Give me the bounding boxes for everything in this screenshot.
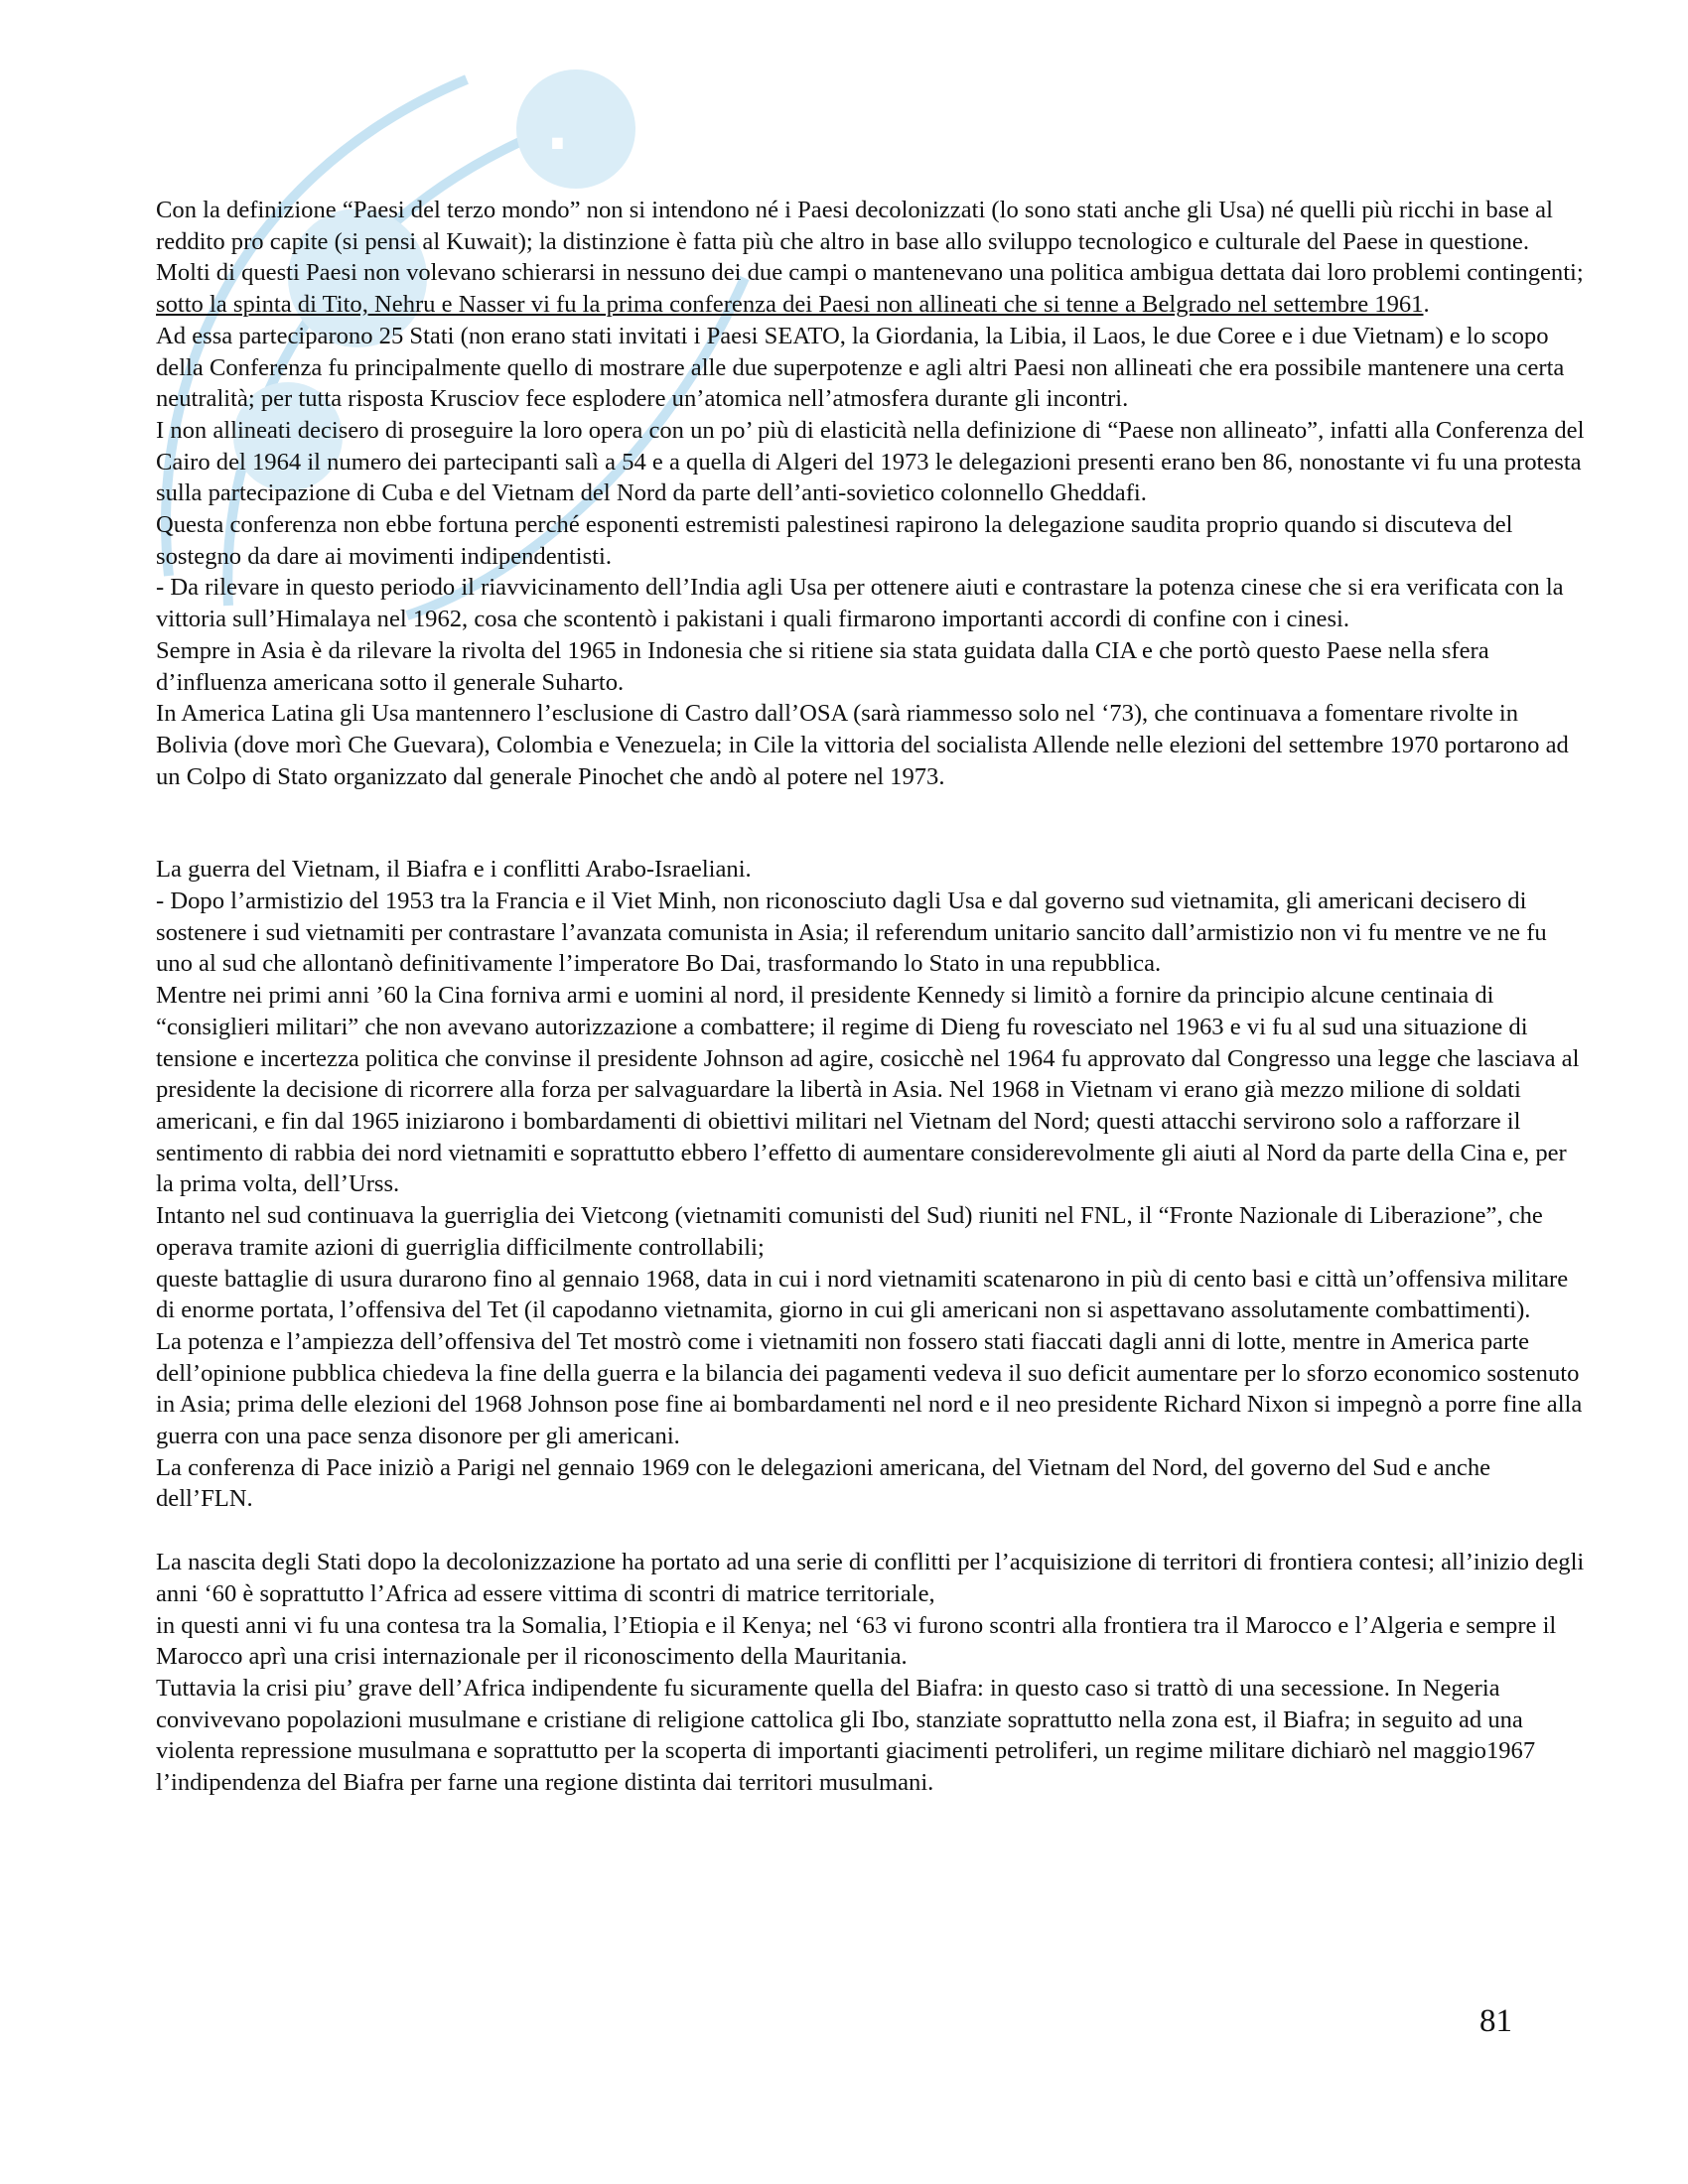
paragraph: - Dopo l’armistizio del 1953 tra la Francia e il Viet Minh, non riconosciuto dagli Usa e dal governo sud vietnamita, gli americani decisero di sostenere i sud vietnamiti per contrastare l’avanzata comunista in Asia; il referendum unitario sancito dall’armistizio non vi fu mentre ve ne fu uno al sud che allontanò definitivamente l’imperatore Bo Dai, trasformando lo Stato in una repubblica. (156, 887, 1547, 978)
paragraph: Mentre nei primi anni ’60 la Cina forniva armi e uomini al nord, il presidente Kennedy si limitò a fornire da principio alcune centinaia di “consiglieri militari” che non avevano autorizzazione a combattere; il regime di Dieng fu rovesciato nel 1963 e vi fu al sud una situazione di tensione e incertezza politica che convinse il presidente Johnson ad agire, cosicchè nel 1964 fu approvato dal Congresso una legge che lasciava al presidente la decisione di ricorrere alla forza per salvaguardare la libertà in Asia. Nel 1968 in Vietnam vi erano già mezzo milione di soldati americani, e fin dal 1965 iniziarono i bombardamenti di obiettivi militari nel Vietnam del Nord; questi attacchi servirono solo a rafforzare il sentimento di rabbia dei nord vietnamiti e soprattutto ebbero l’effetto di aumentare considerevolmente gli aiuti al Nord da parte della Cina e, per la prima volta, dell’Urss. (156, 982, 1580, 1198)
paragraph: Intanto nel sud continuava la guerriglia dei Vietcong (vietnamiti comunisti del Sud) riuniti nel FNL, il “Fronte Nazionale di Liberazione”, che operava tramite azioni di guerriglia difficilmente controllabili; (156, 1202, 1543, 1261)
paragraph: Ad essa parteciparono 25 Stati (non erano stati invitati i Paesi SEATO, la Giordania, la Libia, il Laos, le due Coree e i due Vietnam) e lo scopo della Conferenza fu principalmente quello di mostrare alle due superpotenze e agli altri Paesi non allineati che era possibile mantenere una certa neutralità; per tutta risposta Krusciov fece esplodere un’atomica nell’atmosfera durante gli incontri. (156, 322, 1565, 413)
paragraph: queste battaglie di usura durarono fino al gennaio 1968, data in cui i nord vietnamiti scatenarono in più di cento basi e città un’offensiva militare di enorme portata, l’offensiva del Tet (il capodanno vietnamita, giorno in cui gli americani non si aspettavano assolutamente combattimenti). (156, 1265, 1569, 1324)
paragraph: Tuttavia la crisi piu’ grave dell’Africa indipendente fu sicuramente quella del Biafra: in questo caso si trattò di una secessione. In Negeria convivevano popolazioni musulmane e cristiane di religione cattolica gli Ibo, stanziate soprattutto nella zona est, il Biafra; in seguito ad una violenta repressione musulmana e soprattutto per la scoperta di importanti giacimenti petroliferi, un regime militare dichiarò nel maggio1967 l’indipendenza del Biafra per farne una regione distinta dai territori musulmani. (156, 1674, 1536, 1797)
paragraph: in questi anni vi fu una contesa tra la Somalia, l’Etiopia e il Kenya; nel ‘63 vi furono scontri alla frontiera tra il Marocco e l’Algeria e sempre il Marocco aprì una crisi internazionale per il riconoscimento della Mauritania. (156, 1611, 1557, 1671)
paragraph-text: Molti di questi Paesi non volevano schierarsi in nessuno dei due campi o mantenevano una politica ambigua dettata dai loro problemi contingenti; (156, 259, 1584, 287)
paragraph: Con la definizione “Paesi del terzo mondo” non si intendono né i Paesi decolonizzati (lo sono stati anche gli Usa) né quelli più ricchi in base al reddito pro capite (si pensi al Kuwait); la distinzione è fatta più che altro in base allo sviluppo tecnologico e culturale del Paese in questione. (156, 197, 1553, 255)
paragraph: La potenza e l’ampiezza dell’offensiva del Tet mostrò come i vietnamiti non fossero stati fiaccati dagli anni di lotte, mentre in America parte dell’opinione pubblica chiedeva la fine della guerra e la bilancia dei pagamenti vedeva il suo deficit aumentare per lo sforzo economico sostenuto in Asia; prima delle elezioni del 1968 Johnson pose fine ai bombardamenti nel nord e il neo presidente Richard Nixon si impegnò a porre fine alla guerra con una pace senza disonore per gli americani. (156, 1327, 1583, 1450)
paragraph: La nascita degli Stati dopo la decolonizzazione ha portato ad una serie di conflitti per l’acquisizione di territori di frontiera contesi; all’inizio degli anni ‘60 è soprattutto l’Africa ad essere vittima di scontri di matrice territoriale, (156, 1549, 1585, 1607)
underlined-text: sotto la spinta di Tito, Nehru e Nasser vi fu la prima conferenza dei Paesi non allineati che si tenne a Belgrado nel settembre 1961 (156, 291, 1424, 319)
page-number: 81 (1479, 2003, 1512, 2039)
svg-text:.: . (546, 94, 569, 164)
section-heading: La guerra del Vietnam, il Biafra e i conflitti Arabo-Israeliani. (156, 856, 752, 884)
paragraph: Sempre in Asia è da rilevare la rivolta del 1965 in Indonesia che si ritiene sia stata guidata dalla CIA e che portò questo Paese nella sfera d’influenza americana sotto il generale Suharto. (156, 636, 1489, 696)
paragraph (156, 257, 1586, 320)
paragraph: Questa conferenza non ebbe fortuna perché esponenti estremisti palestinesi rapirono la delegazione saudita proprio quando si discuteva del sostegno da dare ai movimenti indipendentisti. (156, 511, 1513, 570)
document-body (156, 195, 1586, 1799)
paragraph: I non allineati decisero di proseguire la loro opera con un po’ più di elasticità nella definizione di “Paese non allineato”, infatti alla Conferenza del Cairo del 1964 il numero dei partecipanti salì a 54 e a quella di Algeri del 1973 le delegazioni presenti erano ben 86, nonostante vi fu una protesta sulla partecipazione di Cuba e del Vietnam del Nord da parte dell’anti-sovietico colonnello Gheddafi. (156, 416, 1585, 507)
spacer (156, 1515, 1586, 1547)
spacer (156, 792, 1586, 854)
paragraph-text: . (1423, 291, 1430, 319)
paragraph: - Da rilevare in questo periodo il riavvicinamento dell’India agli Usa per ottenere aiuti e contrastare la potenza cinese che si era verificata con la vittoria sull’Himalaya nel 1962, cosa che scontentò i pakistani i quali firmarono importanti accordi di confine con i cinesi. (156, 574, 1564, 633)
paragraph: In America Latina gli Usa mantennero l’esclusione di Castro dall’OSA (sarà riammesso solo nel ‘73), che continuava a fomentare rivolte in Bolivia (dove morì Che Guevara), Colombia e Venezuela; in Cile la vittoria del socialista Allende nelle elezioni del settembre 1970 portarono ad un Colpo di Stato organizzato dal generale Pinochet che andò al potere nel 1973. (156, 700, 1569, 790)
paragraph: La conferenza di Pace iniziò a Parigi nel gennaio 1969 con le delegazioni americana, del Vietnam del Nord, del governo del Sud e anche dell’FLN. (156, 1453, 1491, 1513)
